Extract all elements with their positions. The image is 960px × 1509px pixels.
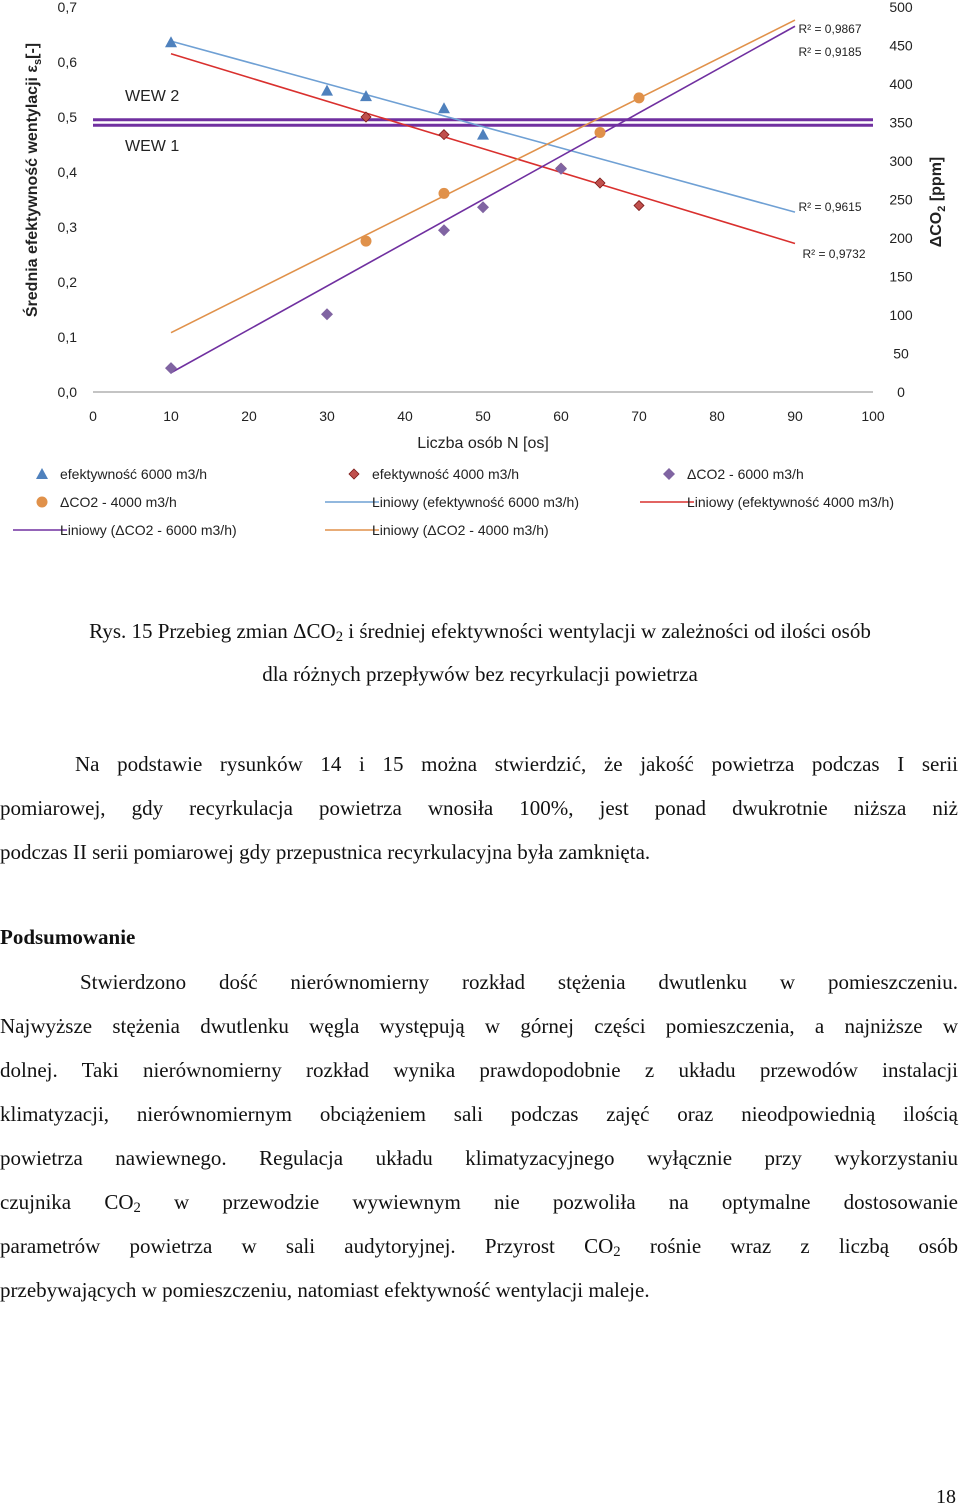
data-point [477,201,489,213]
y-right-tick-label: 500 [889,0,913,15]
paragraph-line: Stwierdzono dość nierównomierny rozkład stężenia dwutlenku w pomieszczeniu. [80,970,958,994]
x-tick-label: 60 [553,408,569,424]
paragraph-line: podczas II serii pomiarowej gdy przepustnica recyrkulacyjna była zamknięta. [0,840,651,864]
y-right-tick-label: 450 [889,37,913,54]
data-point [595,178,605,188]
x-tick-label: 40 [397,408,413,424]
y-left-tick-label: 0,0 [57,384,77,400]
reference-label: WEW 2 [125,88,180,105]
data-point [165,362,177,374]
y-left-tick-label: 0,4 [57,164,77,180]
paragraph-line: parametrów powietrza w sali audytoryjnej. Przyrost $CO_2$ rośnie wraz z liczbą osób [0,1234,958,1260]
legend-label: efektywność 6000 m3/h [60,466,208,482]
legend-label: ΔCO2 - 4000 m3/h [60,494,177,510]
paragraph-line: pomiarowej, gdy recyrkulacja powietrza wnosiła 100%, jest ponad dwukrotnie niższa niż [0,796,958,820]
caption-line-1: Rys. 15 Przebieg zmian $\Delta CO_2$ i średniej efektywności wentylacji w zależności od ilości osób [89,619,871,645]
paragraph-line: przebywających w pomieszczeniu, natomiast efektywność wentylacji maleje. [0,1278,650,1302]
x-tick-label: 90 [787,408,803,424]
paragraph-conclusion [0,742,958,874]
paragraph-line: czujnika $CO_2$ w przewodzie wywiewnym nie pozwoliła na optymalne dostosowanie [0,1190,958,1216]
y-right-axis-title: $\Delta CO_2$ [ppm] [928,156,948,248]
data-point [321,85,333,96]
y-left-tick-label: 0,7 [57,0,77,15]
legend-label: Liniowy (efektywność 4000 m3/h) [687,494,894,510]
paragraph-line: dolnej. Taki nierównomierny rozkład wynika prawdopodobnie z układu przewodów instalacji [0,1058,958,1082]
data-point [321,308,333,320]
legend-marker [36,468,48,479]
page-number: 18 [936,1486,956,1508]
legend-label: Liniowy (efektywność 6000 m3/h) [372,494,579,510]
x-tick-label: 50 [475,408,491,424]
legend-label: efektywność 4000 m3/h [372,466,520,482]
caption-line-2: dla różnych przepływów bez recyrkulacji powietrza [262,662,698,686]
y-right-tick-label: 50 [893,345,909,362]
section-heading: Podsumowanie [0,925,136,949]
data-point [438,224,450,236]
figure-caption [0,610,960,696]
paragraph-summary [0,960,958,1312]
y-left-tick-label: 0,6 [57,54,77,70]
chart [0,0,960,560]
x-tick-label: 10 [163,408,179,424]
y-right-tick-label: 200 [889,230,913,246]
y-left-tick-label: 0,3 [57,219,77,235]
data-point [595,127,606,138]
r-squared-label: R² = 0,9732 [802,247,866,261]
data-point [438,102,450,113]
x-tick-label: 0 [89,408,97,424]
data-point [477,129,489,140]
r-squared-label: R² = 0,9867 [798,22,862,36]
x-axis-title: Liczba osób N [os] [417,435,549,452]
y-right-tick-label: 400 [889,76,913,92]
x-tick-label: 100 [861,408,885,424]
y-right-tick-label: 100 [889,307,913,323]
x-tick-label: 80 [709,408,725,424]
y-left-tick-label: 0,1 [57,329,77,345]
data-point [634,201,644,211]
data-point [634,92,645,103]
trendline [171,54,795,244]
x-tick-label: 30 [319,408,335,424]
legend-label: Liniowy (ΔCO2 - 6000 m3/h) [60,522,237,538]
r-squared-label: R² = 0,9185 [798,45,862,59]
paragraph-line: Najwyższe stężenia dwutlenku węgla występują w górnej części pomieszczenia, a najniższe w [0,1014,958,1038]
legend-marker [349,469,359,479]
reference-label: WEW 1 [125,138,180,155]
legend-marker [663,468,675,480]
data-point [361,236,372,247]
y-left-tick-label: 0,2 [57,274,77,290]
y-left-axis-title: Średnia efektywność wentylacji $\varepsilon_s[-]$ [24,42,44,318]
y-right-tick-label: 250 [889,191,913,208]
paragraph-line: Na podstawie rysunków 14 i 15 można stwierdzić, że jakość powietrza podczas I serii [75,752,958,776]
trendline [171,26,795,373]
legend-label: Liniowy (ΔCO2 - 4000 m3/h) [372,522,549,538]
paragraph-line: powietrza nawiewnego. Regulacja układu klimatyzacyjnego wyłącznie przy wykorzystaniu [0,1146,958,1170]
data-point [439,188,450,199]
legend-label: ΔCO2 - 6000 m3/h [687,466,804,482]
legend-marker [37,497,48,508]
y-right-tick-label: 150 [889,268,913,285]
y-right-tick-label: 350 [889,114,913,131]
paragraph-line: klimatyzacji, nierównomiernym obciążeniem sali podczas zajęć oraz nieodpowiednią ilością [0,1102,958,1126]
y-right-tick-label: 0 [897,384,905,400]
x-tick-label: 70 [631,408,647,424]
x-tick-label: 20 [241,408,257,424]
y-left-tick-label: 0,5 [57,109,77,125]
r-squared-label: R² = 0,9615 [798,200,862,214]
y-right-tick-label: 300 [889,153,913,169]
